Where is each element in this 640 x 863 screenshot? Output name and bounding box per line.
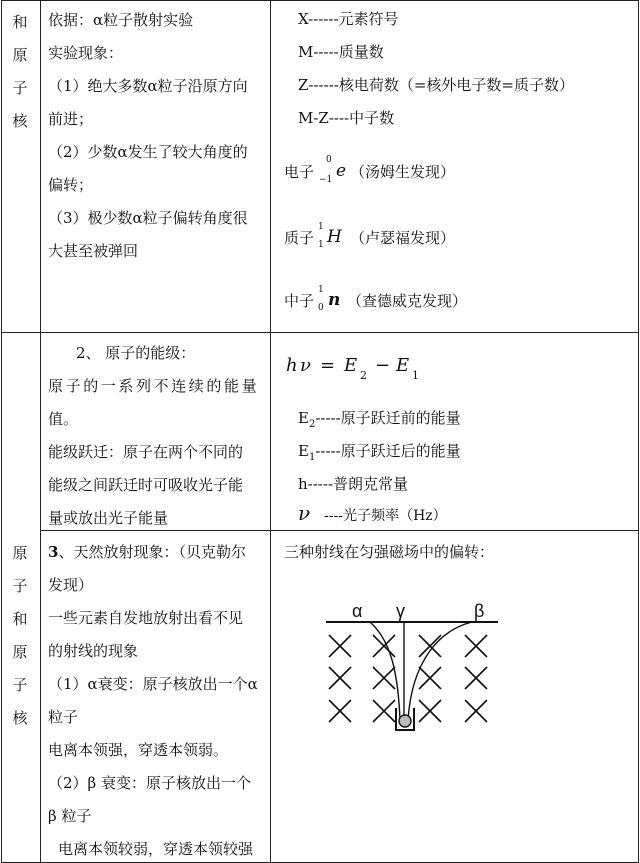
field-x-icon — [373, 700, 395, 722]
field-x-icon — [373, 667, 395, 689]
particle-discoverer: （汤姆生发现） — [350, 163, 456, 181]
section-title-text: 、天然放射现象：（贝克勒尔 — [58, 543, 246, 561]
left-char: 核 — [12, 112, 28, 130]
text-line: 前进； — [48, 110, 94, 128]
legend-line-h — [298, 474, 408, 494]
text-line: Z------核电荷数（=核外电子数=质子数） — [298, 76, 574, 94]
field-x-icon — [419, 635, 441, 657]
text-line: 粒子 — [48, 708, 79, 726]
description: -----普朗克常量 — [307, 475, 409, 493]
field-x-icon — [465, 635, 487, 657]
field-x-icon — [465, 700, 487, 722]
text-line: X------元素符号 — [298, 10, 399, 28]
text-line: 值。 — [48, 410, 79, 428]
left-char: 原 — [12, 643, 28, 661]
text-line: M-----质量数 — [298, 43, 384, 61]
symbol-subscript: 2 — [308, 419, 316, 430]
text-line: 发现） — [48, 576, 94, 594]
alpha-label: α — [352, 601, 363, 621]
energy-E1: E — [396, 355, 410, 376]
left-char: 和 — [12, 13, 28, 31]
legend-line-e2 — [298, 408, 461, 435]
table-row-divider-1 — [1, 332, 639, 333]
text-line: 原子的一系列不连续的能量 — [48, 377, 260, 395]
text-line: （3）极少数α粒子偏转角度很 — [48, 209, 248, 227]
table-col-divider-2 — [270, 0, 271, 863]
symbol-subscript: 1 — [308, 452, 316, 463]
description: ----光子频率（Hz） — [324, 508, 447, 524]
text-line: 大甚至被弹回 — [48, 242, 139, 260]
particle-name: 电子 — [284, 163, 315, 181]
particle-mass-number: 1 — [318, 285, 324, 295]
field-x-icon — [465, 667, 487, 689]
text-line: （1）绝大多数α粒子沿原方向 — [48, 77, 248, 95]
particle-mass-number: 1 — [318, 222, 324, 232]
text-line: β 粒子 — [48, 807, 92, 825]
text-line: M-Z----中子数 — [298, 109, 395, 127]
planck-h: h — [286, 355, 298, 376]
particle-charge-number: 0 — [318, 303, 324, 313]
field-x-icon — [329, 635, 351, 657]
left-char: 原 — [12, 544, 28, 562]
text-line: 能级之间跃迁时可吸收光子能 — [48, 476, 244, 494]
particle-name: 中子 — [284, 292, 315, 310]
particle-mass-number: 0 — [326, 155, 332, 165]
symbol: E — [298, 442, 309, 460]
section-number: 3 — [48, 543, 59, 561]
text-line: 电离本领较弱，穿透本领较强 — [58, 840, 254, 858]
gamma-label: γ — [396, 601, 405, 621]
legend-line-nu — [298, 503, 447, 526]
section-title — [48, 542, 246, 562]
text-line: （2）少数α发生了较大角度的 — [48, 143, 248, 161]
particle-symbol: n — [328, 290, 341, 310]
field-x-icon — [329, 667, 351, 689]
left-char: 子 — [12, 676, 28, 694]
left-char: 和 — [12, 610, 28, 628]
field-x-marks — [329, 635, 487, 722]
energy-E2: E — [344, 355, 358, 376]
diagram-caption: 三种射线在匀强磁场中的偏转： — [284, 543, 495, 561]
particle-symbol: H — [327, 227, 342, 247]
equals-sign: = — [320, 355, 336, 376]
text-line: 实验现象： — [48, 44, 124, 62]
left-char: 核 — [12, 709, 28, 727]
particle-discoverer: （查德威克发现） — [347, 292, 468, 310]
field-x-icon — [373, 635, 395, 657]
deflection-diagram — [300, 590, 520, 750]
particle-name: 质子 — [284, 229, 315, 247]
table-top-border — [1, 0, 639, 1]
frequency-nu: ν — [300, 355, 311, 376]
table-right-border — [638, 0, 639, 863]
beta-label: β — [474, 601, 485, 621]
left-char: 子 — [12, 79, 28, 97]
field-x-icon — [419, 700, 441, 722]
symbol: E — [298, 409, 309, 427]
nu-symbol: ν — [298, 501, 311, 525]
text-line: 量或放出光子能量 — [48, 509, 169, 527]
particle-charge-number: −1 — [319, 175, 333, 185]
particle-discoverer: （卢瑟福发现） — [350, 229, 456, 247]
particle-charge-number: 1 — [318, 240, 324, 250]
subscript-1: 1 — [412, 369, 419, 382]
table-row-divider-2 — [41, 530, 639, 531]
table-col-divider-1 — [40, 0, 41, 863]
text-line: （2）β 衰变：原子核放出一个 — [48, 774, 251, 792]
subscript-2: 2 — [360, 369, 367, 382]
text-line: 偏转； — [48, 176, 94, 194]
left-char: 子 — [12, 577, 28, 595]
left-char: 原 — [12, 46, 28, 64]
text-line: 电离本领强，穿透本领弱。 — [48, 741, 229, 759]
symbol: h — [298, 475, 308, 493]
legend-line-e1 — [298, 441, 461, 468]
text-line: 的射线的现象 — [48, 642, 139, 660]
text-line: 2、 原子的能级： — [76, 344, 196, 362]
description: -----原子跃迁前的能量 — [315, 409, 461, 427]
description: -----原子跃迁后的能量 — [315, 442, 461, 460]
field-x-icon — [419, 667, 441, 689]
minus-sign: − — [375, 355, 391, 376]
radioactive-source-icon — [399, 715, 411, 727]
table-left-border — [1, 0, 2, 863]
text-line: （1）α衰变：原子核放出一个α — [48, 675, 258, 693]
text-line: 依据：α粒子散射实验 — [48, 11, 194, 29]
text-line: 一些元素自发地放射出看不见 — [48, 609, 244, 627]
text-line: 能级跃迁：原子在两个不同的 — [48, 443, 244, 461]
particle-symbol: e — [336, 161, 347, 181]
field-x-icon — [329, 700, 351, 722]
